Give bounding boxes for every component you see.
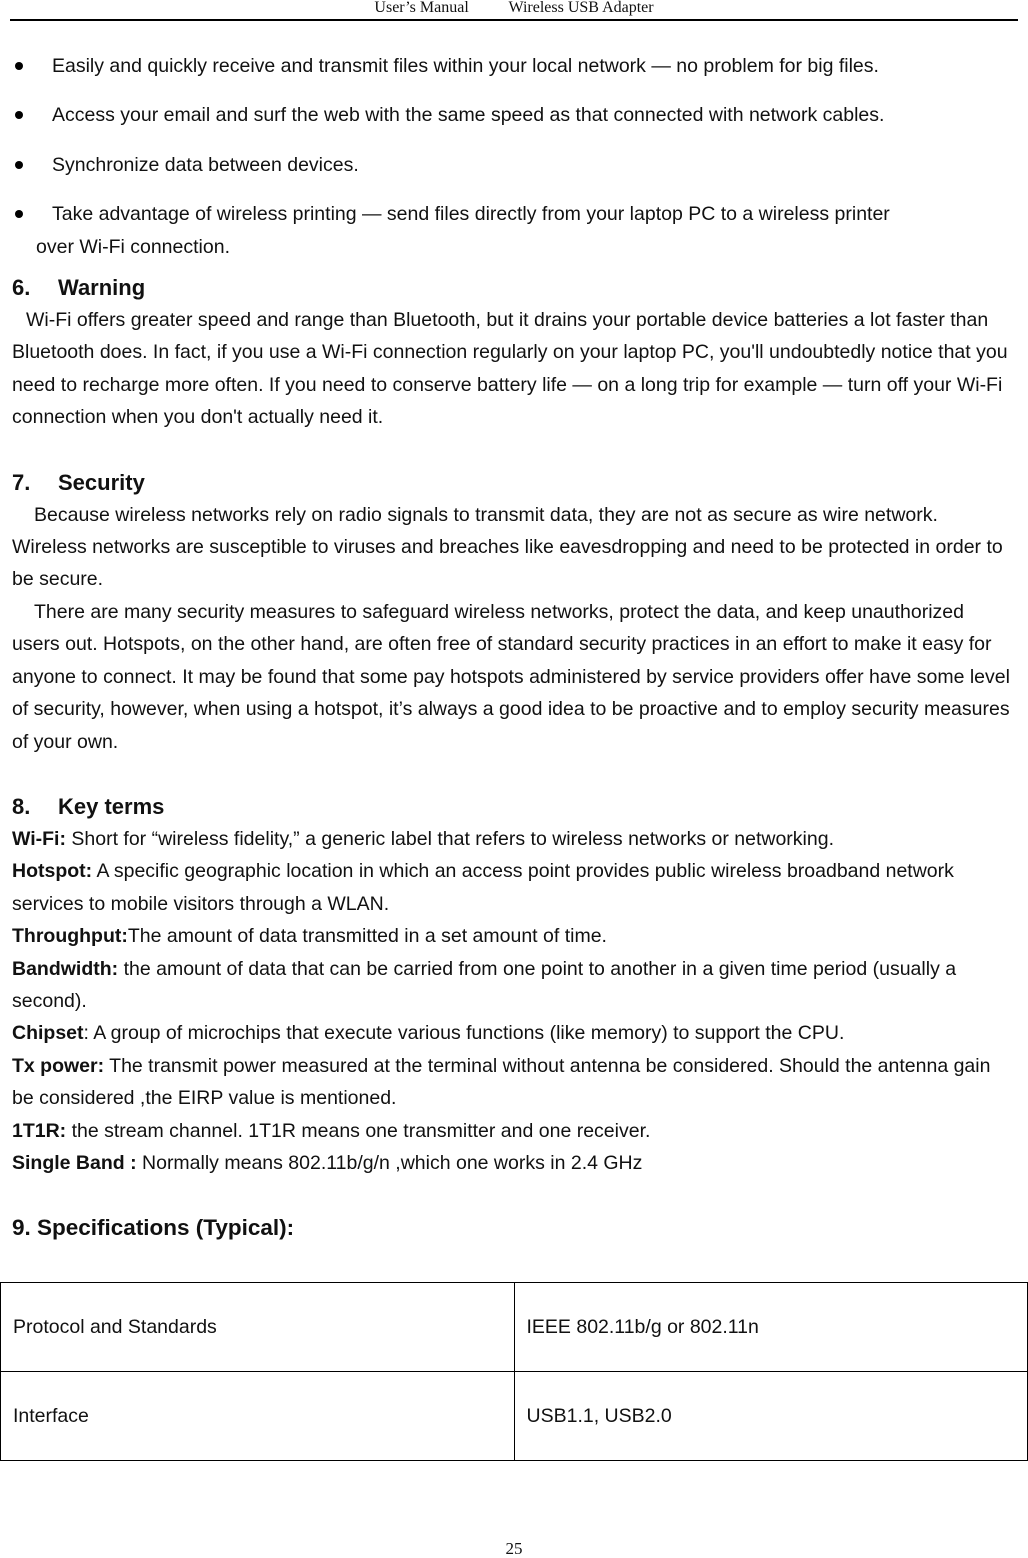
- spec-value: IEEE 802.11b/g or 802.11n: [514, 1283, 1028, 1372]
- header-text: [0, 0, 1028, 16]
- page-number: 25: [505, 1539, 523, 1558]
- keyterm-item: Bandwidth: the amount of data that can be carried from one point to another in a given time period (usually a second).: [12, 957, 957, 1012]
- spec-label: Protocol and Standards: [1, 1283, 515, 1372]
- list-item: Easily and quickly receive and transmit files within your local network — no problem for big files.: [52, 55, 879, 77]
- table-row: [1, 1372, 1028, 1461]
- list-item: Access your email and surf the web with the same speed as that connected with network cables.: [52, 104, 885, 127]
- security-paragraph-2: There are many security measures to safeguard wireless networks, protect the data, and keep unauthorized users out. Hotspots, on the other hand, are often free of standard security practices in an effort to make it easy for anyone to connect. It may be found that some pay hotspots administered by service providers offer have some level of security, however, when using a hotspot, it’s always a good idea to be proactive and to employ security measures of your own.: [12, 600, 1010, 753]
- header-rule: [10, 19, 1018, 21]
- keyterms-heading: 8. Key terms: [12, 793, 165, 819]
- table-row: [1, 1283, 1028, 1372]
- list-item: Take advantage of wireless printing — send files directly from your laptop PC to a wireless printer over Wi-Fi connection.: [36, 203, 890, 258]
- header-product: Wireless USB Adapter: [508, 0, 654, 16]
- specifications-table: [0, 1282, 1028, 1461]
- keyterm-item: Single Band : Normally means 802.11b/g/n ,which one works in 2.4 GHz: [12, 1151, 643, 1174]
- page-content: [12, 50, 1016, 1244]
- specifications-heading: 9. Specifications (Typical):: [12, 1215, 295, 1241]
- list-item: Synchronize data between devices.: [52, 153, 359, 176]
- keyterm-item: Chipset: A group of microchips that execute various functions (like memory) to support the CPU.: [12, 1022, 845, 1045]
- security-paragraph-1: Because wireless networks rely on radio signals to transmit data, they are not as secure as wire network. Wireless networks are susceptible to viruses and breaches like eavesdropping and need to be protected in order to be secure.: [12, 503, 1003, 591]
- spec-value: USB1.1, USB2.0: [514, 1372, 1028, 1461]
- keyterm-item: Tx power: The transmit power measured at the terminal without antenna be considered. Should the antenna gain be considered ,the EIRP value is mentioned.: [12, 1054, 991, 1110]
- keyterm-item: Wi-Fi: Short for “wireless fidelity,” a generic label that refers to wireless networks or networking.: [12, 827, 834, 850]
- warning-text: Wi-Fi offers greater speed and range than Bluetooth, but it drains your portable device batteries a lot faster than Bluetooth does. In fact, if you use a Wi-Fi connection regularly on your laptop PC, you'll undoubtedly notice that you need to recharge more often. If you need to conserve battery life — on a long trip for example — turn off your Wi-Fi connection when you don't actually need it.: [12, 309, 1008, 429]
- feature-list: [12, 50, 1016, 263]
- page-header: [0, 0, 1028, 22]
- keyterm-item: Hotspot: A specific geographic location in which an access point provides public wireless broadband network services to mobile visitors through a WLAN.: [12, 860, 954, 915]
- header-manual: User’s Manual: [374, 0, 469, 16]
- keyterm-item: Throughput:The amount of data transmitted in a set amount of time.: [12, 925, 607, 948]
- keyterm-item: 1T1R: the stream channel. 1T1R means one transmitter and one receiver.: [12, 1119, 651, 1142]
- security-heading: 7. Security: [12, 469, 145, 495]
- spec-label: Interface: [1, 1372, 515, 1461]
- keyterms-list: [12, 823, 1016, 1179]
- warning-heading: 6. Warning: [12, 275, 146, 301]
